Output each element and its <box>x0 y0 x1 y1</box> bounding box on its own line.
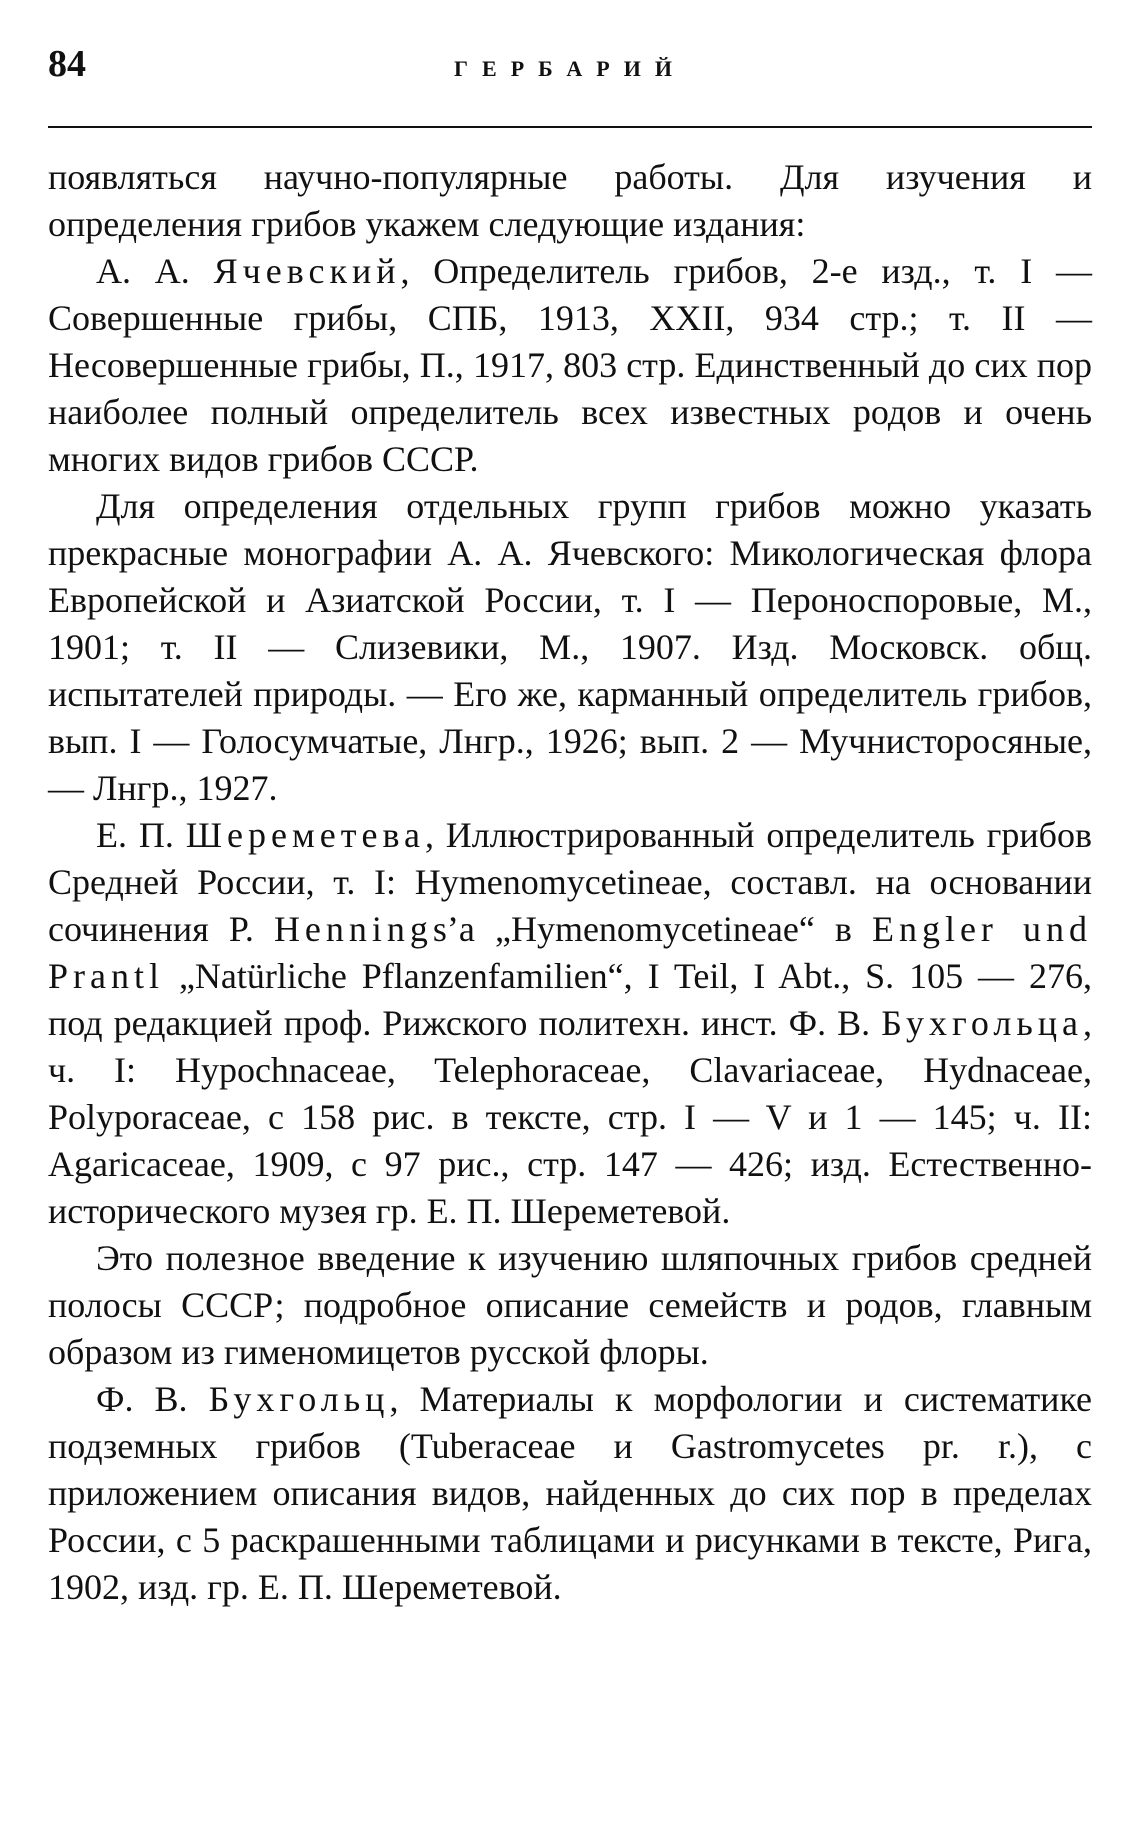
header-rule <box>48 126 1092 128</box>
spaced-name: Бухгольц <box>208 1379 390 1419</box>
text-run: Для определения отдельных групп грибов можно указать прекрасные монографии А. А. Ячевского: Микологическая флора Европейской и Азиатской России, т. I — Пероноспоровые, М., 1901; т. II — Слизевики, М., 1907. Изд. Московск. общ. испытателей природы. — Его же, карманный определитель грибов, вып. I — Голосумчатые, Лнгр., 1926; вып. 2 — Мучнисторосяные, — Лнгр., 1927. <box>48 486 1092 808</box>
text-run: Ф. В. <box>96 1379 209 1419</box>
text-run: , ч. I: Hypochnaceae, Telephoraceae, Clavariaceae, Hydnaceae, Polyporaceae, с 158 рис. в тексте, стр. I — V и 1 — 145; ч. II: Agaricaceae, 1909, с 97 рис., стр. 147 — 426; изд. Естественно-исторического музея гр. Е. П. Шереметевой. <box>48 1003 1092 1231</box>
spaced-name: Бухгольца <box>881 1003 1083 1043</box>
book-page <box>48 40 1092 1611</box>
text-run: , Иллюстрированный определитель грибов Средней России, т. I: Hymenomycetineae, составл. на основании сочинения P. <box>48 815 1092 949</box>
paragraph <box>48 1235 1092 1376</box>
paragraph <box>48 248 1092 483</box>
paragraph <box>48 812 1092 1235</box>
text-run: А. А. <box>96 251 214 291</box>
text-run: , Определитель грибов, 2-е изд., т. I — Совершенные грибы, СПБ, 1913, XXII, 934 стр.; т. II — Несовершенные грибы, П., 1917, 803 стр. Единственный до сих пор наиболее полный определитель всех известных родов и очень многих видов грибов СССР. <box>48 251 1092 479</box>
spaced-name: Шереметева <box>185 815 425 855</box>
text-run: „Natürliche Pflanzenfamilien“, I Teil, I Abt., S. 105 — 276, под редакцией проф. Рижского политехн. инст. Ф. В. <box>48 956 1092 1043</box>
paragraph <box>48 1376 1092 1611</box>
text-run: , Материалы к морфологии и систематике подземных грибов (Tuberaceae и Gastromycetes pr. r.), с приложением описания видов, найденных до сих пор в пределах России, с 5 раскрашенными таблицами и рисунками в тексте, Рига, 1902, изд. гр. Е. П. Шереметевой. <box>48 1379 1093 1607</box>
text-run: s’a „Hymenomycetineae“ в <box>432 909 872 949</box>
page-number: 84 <box>48 43 86 85</box>
spaced-name: Engler und Prantl <box>48 909 1092 996</box>
spaced-name: Henning <box>273 909 433 949</box>
page-body <box>48 154 1092 1611</box>
page-header <box>48 40 1092 96</box>
paragraph <box>48 154 1092 248</box>
paragraph <box>48 483 1092 812</box>
text-run: появляться научно-популярные работы. Для изучения и определения грибов укажем следующие издания: <box>48 157 1092 244</box>
running-title: ГЕРБАРИЙ <box>454 56 686 81</box>
text-run: Это полезное введение к изучению шляпочных грибов средней полосы СССР; подробное описание семейств и родов, главным образом из гименомицетов русской флоры. <box>48 1238 1092 1372</box>
text-run: Е. П. <box>96 815 186 855</box>
spaced-name: Ячевский <box>213 251 401 291</box>
